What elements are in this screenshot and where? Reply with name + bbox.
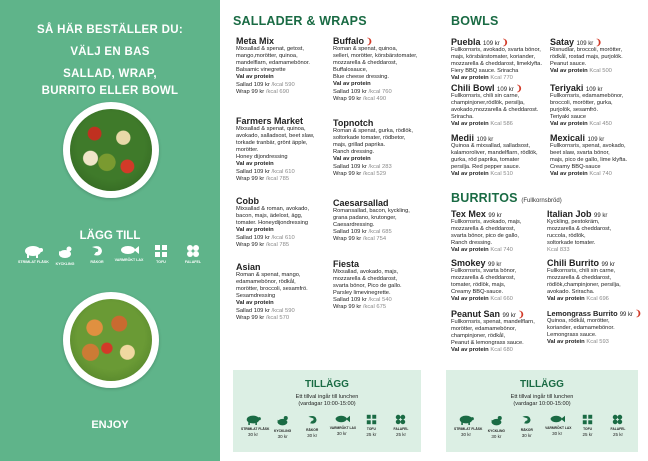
- menu-item-puebla: Puebla 109 kr ❩ Fullkornsris, avokado, svarta bönor, majs, körsbärstomater, koriander, mozzarella & cheddarost, limeklyfta. Fiery BBQ sauce. Sriracha Val av protein Kcal 770: [451, 37, 543, 82]
- heading-bases-line1: SALLAD, WRAP,: [63, 68, 157, 80]
- chicken-icon: [276, 414, 289, 427]
- tillagg-falafel: FALAFEL 25 kr: [606, 414, 630, 439]
- fish-icon: [549, 414, 565, 424]
- menu-item-asian: Asian Roman & spenat, mango, edamamebönor, rödkål, morötter, broccoli, sesamfrö. Sesamdressing Val av protein Sallad 109 kr /kcal 590 Wrap 99 kr /kcal 570: [236, 262, 308, 321]
- heading-how-to-order: SÅ HÄR BESTÄLLER DU:: [37, 24, 183, 36]
- menu-item-italian-job: Italian Job 99 kr Kyckling, pestokräm, mozzarella & cheddarost, ruccola, rödlök, soltorkade tomater. Kcal 833: [547, 209, 612, 254]
- shrimp-icon: [306, 414, 319, 426]
- menu-item-smokey: Smokey 99 kr Fullkornsris, svarta bönor, mozzarella & cheddarost, tomater, rödlök, majs, Creamy BBQ-sauce. Val av protein Kcal 660: [451, 258, 517, 303]
- chicken-icon: [490, 414, 503, 427]
- protein-tofu: TOFU: [146, 244, 176, 266]
- menu-item-topnotch: Topnotch Roman & spenat, gurka, rödlök, soltorkade tomater, rödbetor, majs, grillad paprika. Ranch dressing. Val av protein Sallad 109 kr /kcal 283 Wrap 99 kr /kcal 529: [333, 118, 413, 177]
- heading-bases-line2: BURRITO ELLER BOWL: [41, 85, 179, 97]
- menu-item-tex-mex: Tex Mex 99 kr Fullkornsris, avokado, majs, mozzarella & cheddarost, svarta bönor, pico de gallo, Ranch dressing. Val av protein Kcal 740: [451, 209, 522, 254]
- spicy-icon: ❩: [595, 38, 602, 47]
- salad-bowl-image: [63, 102, 159, 198]
- falafel-icon: [394, 414, 407, 425]
- menu-item-mexicali: Mexicali 109 kr Fullkornsris, spenat, avokado, beet slaw, svarta bönor, majs, pico de gallo, lime klyfta. Creamy BBQ-sauce Val av protein Kcal 740: [550, 133, 628, 178]
- tofu-icon: [154, 244, 168, 258]
- pig-icon: [244, 414, 262, 425]
- tillagg-box-right: TILLÄGG Ett tillval ingår till lunchen (vardagar 10:00-15:00) STRIMLAT FLÄSK 30 kr KYCKLING 30 kr RÄKOR 30 kr VARMRÖKT LAX 30 kr TOFU 25 kr FALAFEL 25 kr: [446, 370, 638, 452]
- menu-item-chili-burrito: Chili Burrito 99 kr Fullkornsris, chili sin carne, mozzarella & cheddarost, rödlök,champinjoner, persilja, avokado. Sriracha. Val av protein Kcal 696: [547, 258, 621, 303]
- sallader-heading: SALLADER & WRAPS: [233, 14, 367, 28]
- tillagg-chicken: KYCKLING 30 kr: [271, 414, 295, 439]
- menu-item-lemongrass-burrito: Lemongrass Burrito 99 kr ❩ Quinoa, rödkål, morötter, koriander, edamamebönor. Lemongrass sauce. Val av protein Kcal 593: [547, 309, 642, 346]
- menu-item-cobb: Cobb Mixsallad & roman, avokado, bacon, majs, ädelost, ägg, tomater. Honeydijondressing Val av protein Sallad 109 kr /kcal 610 Wrap 99 kr /kcal 785: [236, 196, 310, 248]
- menu-item-chili-bowl: Chili Bowl 109 kr ❩ Fullkornsris, chili sin carne, champinjoner,rödlök, persilja, avokado,mozzarella & cheddarost. Sriracha. Val av protein Kcal 586: [451, 83, 539, 128]
- bowl-image: [63, 292, 159, 388]
- tofu-icon: [366, 414, 377, 425]
- protein-shrimp: RÄKOR: [82, 244, 112, 266]
- menu-item-fiesta: Fiesta Mixsallad, avokado, majs, mozzarella & cheddarost, svarta bönor, Pico de gallo. Parsley limevinegrette. Sallad 109 kr /kcal 540 Wrap 99 kr /kcal 675: [333, 259, 402, 311]
- tillagg-shrimp: RÄKOR 30 kr: [515, 414, 539, 439]
- protein-icon-row: [18, 244, 208, 266]
- tillagg-box-left: TILLÄGG Ett tillval ingår till lunchen (vardagar 10:00-15:00) STRIMLAT FLÄSK 30 kr KYCKLING 30 kr RÄKOR 30 kr VARMRÖKT LAX 30 kr TOFU 25 kr FALAFEL 25 kr: [233, 370, 421, 452]
- pig-icon: [457, 414, 475, 425]
- menu-item-teriyaki: Teriyaki 109 kr Fullkornsris, edamamebönor, broccoli, morötter, gurka, purjolök, sesamfrö. Teriyaki sauce Val av protein Kcal 450: [550, 83, 624, 128]
- tillagg-chicken: KYCKLING 30 kr: [484, 414, 508, 439]
- protein-falafel: FALAFEL: [178, 244, 208, 266]
- menu-item-meta-mix: Meta Mix Mixsallad & spenat, getost, mango,morötter, quinoa, mandelflarn, edamamebönor. Balsamic vinegrette Val av protein Sallad 109 kr /kcal 590 Wrap 99 kr /kcal 690: [236, 36, 310, 95]
- tillagg-pork: STRIMLAT FLÄSK 30 kr: [454, 414, 478, 439]
- tillagg-salmon: VARMRÖKT LAX 30 kr: [330, 414, 354, 439]
- menu-item-caesarsallad: Caesarsallad Romansallad, bacon, kyckling, grana padano, krutonger, Caesardressing. Sallad 109 kr /kcal 685 Wrap 99 kr /kcal 754: [333, 198, 410, 243]
- pig-icon: [22, 244, 44, 258]
- tillagg-salmon: VARMRÖKT LAX 30 kr: [545, 414, 569, 439]
- spicy-icon: ❩: [517, 310, 525, 319]
- chicken-icon: [57, 244, 73, 260]
- burritos-heading: BURRITOS (Fullkornsbröd): [451, 191, 562, 205]
- menu-item-satay: Satay 109 kr ❩ Risnudlar, broccoli, morötter, rödkål, rostad majs, purjolök. Peanut sauce. Val av protein Kcal 500: [550, 37, 623, 75]
- fish-icon: [334, 414, 350, 424]
- spicy-icon: ❩: [366, 37, 373, 46]
- add-on-heading: LÄGG TILL: [79, 230, 141, 242]
- shrimp-icon: [89, 244, 105, 258]
- falafel-icon: [611, 414, 624, 425]
- tillagg-pork: STRIMLAT FLÄSK 30 kr: [241, 414, 265, 439]
- menu-item-medii: Medii 109 kr Quinoa & mixsallad, salladsost, kalamoroliver, mandelflarn, rödlök, gurka, röd paprika, tomater persilja. Red pepper sauce. Val av protein Kcal 510: [451, 133, 538, 178]
- bowls-heading: BOWLS: [451, 14, 499, 28]
- protein-salmon: VARMRÖKT LAX: [114, 244, 144, 266]
- tillagg-falafel: FALAFEL 25 kr: [389, 414, 413, 439]
- menu-item-farmers-market: Farmers Market Mixsallad & spenat, quinoa, avokado, salladsost, beet slaw, torkade tranbär, grönt äpple, morötter. Honey dijondressing Val av protein Sallad 109 kr /kcal 610 Wrap 99 kr /kcal 785: [236, 116, 315, 182]
- tillagg-tofu: TOFU 25 kr: [359, 414, 383, 439]
- protein-pork: STRIMLAT FLÄSK: [18, 244, 48, 266]
- shrimp-icon: [520, 414, 533, 426]
- spicy-icon: ❩: [635, 309, 642, 318]
- protein-chicken: KYCKLING: [50, 244, 80, 266]
- spicy-icon: ❩: [501, 38, 509, 47]
- left-panel: [0, 0, 220, 461]
- tillagg-shrimp: RÄKOR 30 kr: [300, 414, 324, 439]
- heading-choose-base: VÄLJ EN BAS: [70, 46, 150, 58]
- fish-icon: [119, 244, 139, 256]
- tillagg-tofu: TOFU 25 kr: [576, 414, 600, 439]
- enjoy-text: ENJOY: [91, 419, 129, 431]
- menu-item-buffalo: Buffalo ❩ Roman & spenat, quinoa, selleri, morötter, körsbärstomater, mozzarella & cheddarost, Buffalosauce, Blue cheese dressing. Val av protein Sallad 109 kr /kcal 760 Wrap 99 kr /kcal 490: [333, 36, 418, 102]
- falafel-icon: [185, 244, 201, 258]
- menu-item-peanut-san: Peanut San 99 kr ❩ Fullkornsris, spenat, mandelflarn, morötter, edamamebönor, champinjoner, rödkål, Peanut & lemongrass sauce. Val av protein Kcal 680: [451, 309, 535, 354]
- tofu-icon: [582, 414, 593, 425]
- spicy-icon: ❩: [515, 84, 523, 93]
